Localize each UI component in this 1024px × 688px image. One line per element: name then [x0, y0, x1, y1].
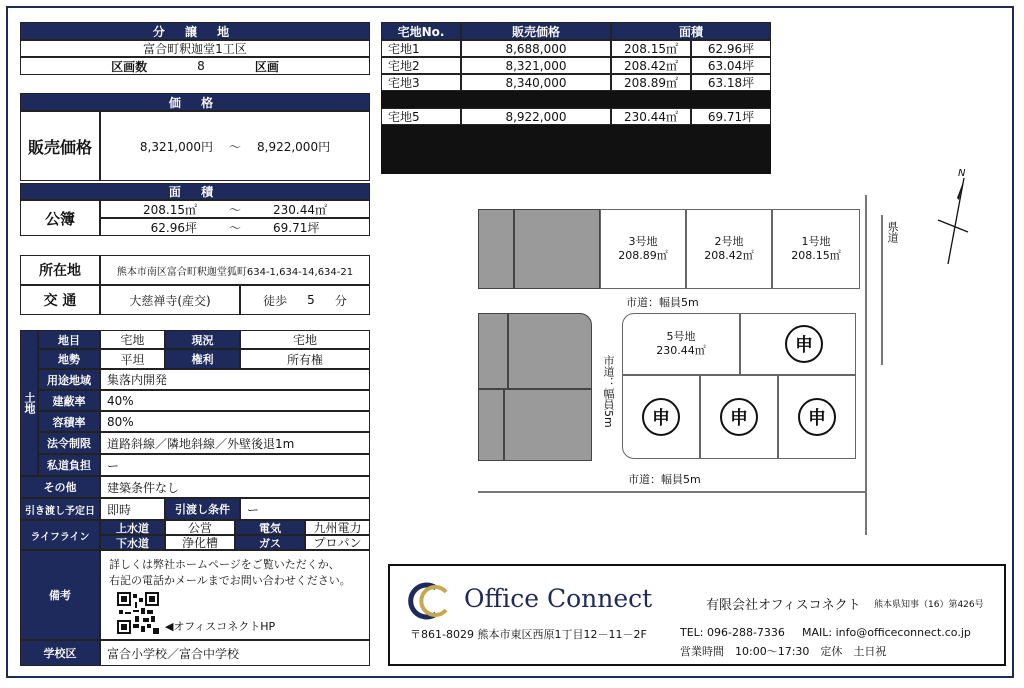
- company-logo-text: Office Connect: [464, 584, 653, 613]
- remarks-box: [100, 550, 370, 640]
- kenri-value: 所有権: [240, 349, 370, 369]
- lot-count-row: [20, 57, 370, 75]
- price-label: 販売価格: [20, 111, 100, 181]
- lot3-area: 208.89㎡: [618, 249, 668, 262]
- road-side-label: 市道：幅員5m: [602, 355, 615, 428]
- area-label: 公簿: [20, 200, 100, 236]
- shidou-value: ー: [100, 454, 370, 476]
- remarks-label: 備考: [20, 550, 100, 640]
- neighbor-block: [508, 313, 592, 389]
- area-sqm-row: [100, 200, 370, 218]
- lifeline-label: ライフライン: [20, 520, 100, 550]
- company-name: 有限会社オフィスコネクト: [706, 598, 861, 613]
- lot1-sqm: 208.15㎡: [611, 40, 691, 57]
- walk-label: 徒歩: [263, 293, 288, 308]
- gas-value: プロパン: [305, 535, 370, 550]
- subdivision-header: 分 譲 地: [20, 22, 370, 40]
- school-value: 富合小学校／富合中学校: [100, 640, 370, 666]
- company-mail[interactable]: MAIL: info@officeconnect.co.jp: [802, 626, 971, 639]
- lot2-sqm: 208.42㎡: [611, 57, 691, 74]
- sewer-label: 下水道: [100, 535, 165, 550]
- area-max-sqm: 230.44㎡: [273, 202, 327, 217]
- transport-label: 交 通: [20, 285, 100, 315]
- kenpei-value: 40%: [100, 390, 370, 411]
- price-max: 8,922,000円: [257, 139, 331, 154]
- gas-label: ガス: [235, 535, 305, 550]
- lot5-area: 230.44㎡: [656, 344, 706, 357]
- area-min-tsubo: 62.96坪: [150, 220, 197, 235]
- lot5-sqm: 230.44㎡: [611, 108, 691, 125]
- road-bottom-label: 市道：幅員5m: [628, 473, 701, 486]
- lot1-name: 1号地: [801, 235, 831, 248]
- price-header: 価 格: [20, 93, 370, 111]
- delivery-value: 即時: [100, 498, 165, 520]
- land-side-label: 土地: [20, 330, 38, 476]
- company-tel[interactable]: TEL: 096-288-7336: [680, 626, 785, 639]
- elec-value: 九州電力: [305, 520, 370, 535]
- neighbor-block: [504, 389, 592, 461]
- lot3-price: 8,340,000: [461, 74, 611, 91]
- area-tilde: ～: [228, 202, 241, 217]
- lots-header-price: 販売価格: [461, 22, 611, 40]
- lot3-no: 宅地3: [381, 74, 461, 91]
- lot3-tsubo: 63.18坪: [691, 74, 771, 91]
- lot3-sqm: 208.89㎡: [611, 74, 691, 91]
- lot3-plot[interactable]: [600, 209, 686, 289]
- chimoku-label: 地目: [38, 330, 100, 349]
- water-label: 上水道: [100, 520, 165, 535]
- location-label: 所在地: [20, 255, 100, 285]
- road-line: [865, 195, 867, 535]
- hourei-value: 道路斜線／隣地斜線／外壁後退1m: [100, 432, 370, 454]
- north-arrow-icon: [934, 168, 974, 268]
- price-range: [100, 111, 370, 181]
- youto-value: 集落内開発: [100, 369, 370, 390]
- office-connect-logo-icon: [406, 580, 452, 622]
- lot-count-unit: 区画: [254, 59, 279, 74]
- application-stamp-icon: 申: [785, 325, 823, 363]
- qr-caption: ◀オフィスコネクトHP: [165, 620, 276, 633]
- company-address: 〒861-8029 熊本市東区西原1丁目12－11－2F: [410, 628, 647, 641]
- lot-count: 8: [197, 59, 205, 73]
- lot2-price: 8,321,000: [461, 57, 611, 74]
- elec-label: 電気: [235, 520, 305, 535]
- delivery-cond-label: 引渡し条件: [165, 498, 240, 520]
- price-min: 8,321,000円: [139, 139, 213, 154]
- yoseki-value: 80%: [100, 411, 370, 432]
- road-top-label: 市道：幅員5m: [626, 296, 699, 309]
- kenri-label: 権利: [165, 349, 240, 369]
- lot5-no: 宅地5: [381, 108, 461, 125]
- lot2-name: 2号地: [714, 235, 744, 248]
- lot1-no: 宅地1: [381, 40, 461, 57]
- neighbor-block: [478, 389, 504, 461]
- site-map: [476, 195, 936, 540]
- north-arrow: [934, 168, 974, 268]
- transport-station: 大慈禅寺(産交): [100, 285, 240, 315]
- north-label: N: [958, 168, 966, 179]
- neighbor-block: [514, 209, 600, 289]
- youto-label: 用途地域: [38, 369, 100, 390]
- delivery-cond-value: ー: [240, 498, 370, 520]
- subdivision-name: 富合町釈迦堂1工区: [20, 40, 370, 57]
- area-max-tsubo: 69.71坪: [273, 220, 320, 235]
- lots-header-no: 宅地No.: [381, 22, 461, 40]
- neighbor-block: [478, 313, 508, 389]
- walk-min: 5: [307, 293, 315, 307]
- application-stamp-icon: 申: [798, 398, 836, 436]
- road-line: [478, 491, 866, 493]
- walk-unit: 分: [334, 293, 347, 308]
- other-label: その他: [20, 476, 100, 498]
- kenpei-label: 建蔽率: [38, 390, 100, 411]
- lot5-price: 8,922,000: [461, 108, 611, 125]
- lot1-area: 208.15㎡: [791, 249, 841, 262]
- lot2-no: 宅地2: [381, 57, 461, 74]
- area-tilde-2: ～: [228, 220, 241, 235]
- lot1-price: 8,688,000: [461, 40, 611, 57]
- lots-table: [381, 22, 771, 174]
- lot2-area: 208.42㎡: [704, 249, 754, 262]
- area-min-sqm: 208.15㎡: [142, 202, 197, 217]
- company-license: 熊本県知事（16）第426号: [874, 600, 984, 610]
- chimoku-value: 宅地: [100, 330, 165, 349]
- chisei-value: 平坦: [100, 349, 165, 369]
- lot5-tsubo: 69.71坪: [691, 108, 771, 125]
- water-value: 公営: [165, 520, 235, 535]
- lot5-name: 5号地: [666, 330, 696, 343]
- lot5-plot[interactable]: [622, 313, 740, 375]
- area-header: 面 積: [20, 183, 370, 200]
- other-value: 建築条件なし: [100, 476, 370, 498]
- lot3-name: 3号地: [628, 235, 658, 248]
- transport-walk: [240, 285, 370, 315]
- price-tilde: ～: [228, 139, 241, 154]
- genkyo-label: 現況: [165, 330, 240, 349]
- prefectural-road-label: 県道: [886, 221, 899, 243]
- school-label: 学校区: [20, 640, 100, 666]
- yoseki-label: 容積率: [38, 411, 100, 432]
- hourei-label: 法令制限: [38, 432, 100, 454]
- road-line: [881, 215, 883, 365]
- remarks-line2: 右記の電話かメールまでお問い合わせください。: [109, 574, 351, 587]
- lot1-tsubo: 62.96坪: [691, 40, 771, 57]
- company-box: [388, 564, 1006, 666]
- genkyo-value: 宅地: [240, 330, 370, 349]
- lot1-plot[interactable]: [772, 209, 860, 289]
- lot2-plot[interactable]: [686, 209, 772, 289]
- application-stamp-icon: 申: [642, 398, 680, 436]
- company-hours: 営業時間 10:00～17:30 定休 土日祝: [680, 645, 887, 658]
- delivery-label: 引き渡し予定日: [20, 498, 100, 520]
- remarks-line1: 詳しくは弊社ホームページをご覧いただくか、: [109, 558, 340, 571]
- area-tsubo-row: [100, 218, 370, 236]
- neighbor-block: [478, 209, 514, 289]
- lots-header-area: 面積: [611, 22, 771, 40]
- shidou-label: 私道負担: [38, 454, 100, 476]
- qr-code-icon[interactable]: [117, 592, 159, 634]
- lot-count-label: 区画数: [111, 59, 148, 74]
- chisei-label: 地勢: [38, 349, 100, 369]
- application-stamp-icon: 申: [720, 398, 758, 436]
- location-value: 熊本市南区富合町釈迦堂狐町634-1,634-14,634-21: [100, 255, 370, 285]
- lot2-tsubo: 63.04坪: [691, 57, 771, 74]
- sewer-value: 浄化槽: [165, 535, 235, 550]
